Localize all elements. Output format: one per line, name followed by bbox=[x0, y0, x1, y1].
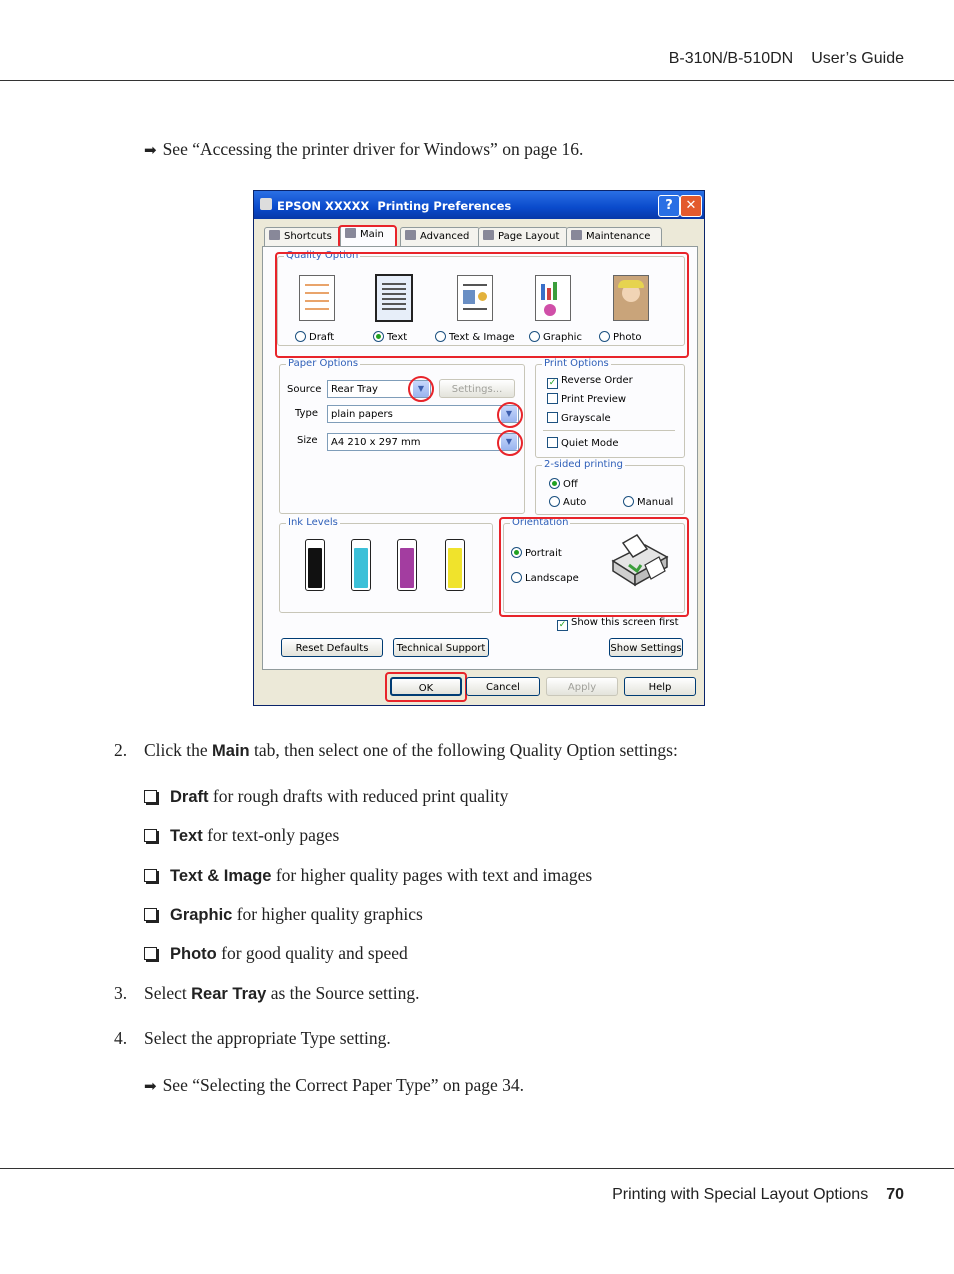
step-3-number: 3. bbox=[114, 983, 128, 1003]
size-chevron-down-icon[interactable]: ▼ bbox=[501, 434, 517, 450]
quiet-mode-label: Quiet Mode bbox=[561, 438, 619, 449]
two-sided-off-label: Off bbox=[563, 479, 578, 490]
graphic-radio-label: Graphic bbox=[543, 332, 582, 343]
step-2-number: 2. bbox=[114, 740, 128, 760]
type-label: Type bbox=[295, 408, 318, 419]
size-value: A4 210 x 297 mm bbox=[331, 437, 421, 448]
dialog-title-rest: Printing Preferences bbox=[377, 199, 512, 213]
step-2 bbox=[114, 739, 678, 762]
bullet-text-image bbox=[144, 864, 592, 887]
bullet-graphic bbox=[144, 903, 423, 926]
type-select[interactable] bbox=[327, 405, 519, 423]
checkbox-bullet-icon bbox=[144, 908, 157, 921]
tab-page-layout[interactable] bbox=[478, 227, 568, 246]
step-3 bbox=[114, 982, 419, 1005]
printing-preferences-dialog bbox=[253, 190, 705, 706]
technical-support-button[interactable]: Technical Support bbox=[393, 638, 489, 657]
help-button[interactable]: Help bbox=[624, 677, 696, 696]
tab-advanced-label: Advanced bbox=[420, 231, 470, 242]
paper-options-label: Paper Options bbox=[288, 358, 359, 369]
checkbox-bullet-icon bbox=[144, 869, 157, 882]
step-4-text: Select the appropriate Type setting. bbox=[144, 1028, 391, 1048]
ok-button[interactable]: OK bbox=[390, 677, 462, 696]
ink-magenta-fill bbox=[400, 548, 414, 588]
show-settings-button[interactable]: Show Settings bbox=[609, 638, 683, 657]
ink-levels-label: Ink Levels bbox=[288, 517, 338, 528]
header-guide: User’s Guide bbox=[811, 50, 904, 67]
two-sided-auto-radio[interactable] bbox=[549, 496, 586, 508]
text-radio[interactable] bbox=[373, 331, 407, 343]
printer-icon bbox=[260, 198, 272, 210]
grayscale-label: Grayscale bbox=[561, 413, 611, 424]
draft-radio-label: Draft bbox=[309, 332, 335, 343]
ink-yellow-fill bbox=[448, 548, 462, 588]
tab-page-layout-label: Page Layout bbox=[498, 231, 560, 242]
type-chevron-down-icon[interactable]: ▼ bbox=[501, 406, 517, 422]
step-3-pre: Select bbox=[144, 983, 192, 1003]
bullet-graphic-text: for higher quality graphics bbox=[232, 904, 423, 924]
bullet-text bbox=[144, 824, 339, 847]
source-label: Source bbox=[287, 384, 322, 395]
step-2-pre: Click the bbox=[144, 740, 213, 760]
draft-radio[interactable] bbox=[295, 331, 334, 343]
wrench-icon bbox=[571, 230, 582, 240]
type-value: plain papers bbox=[331, 409, 393, 420]
graphic-radio[interactable] bbox=[529, 331, 582, 343]
photo-radio-label: Photo bbox=[613, 332, 642, 343]
graphic-quality-icon bbox=[535, 275, 571, 321]
step-3-bold: Rear Tray bbox=[191, 985, 267, 1003]
step-3-post: as the Source setting. bbox=[266, 983, 420, 1003]
tab-advanced[interactable] bbox=[400, 227, 480, 246]
size-dropdown-highlight bbox=[497, 430, 523, 456]
tab-shortcuts-label: Shortcuts bbox=[284, 231, 332, 242]
tab-maintenance[interactable] bbox=[566, 227, 662, 246]
step-2-bold: Main bbox=[212, 742, 250, 760]
header-rule bbox=[0, 80, 954, 81]
checkbox-bullet-icon bbox=[144, 790, 157, 803]
source-chevron-down-icon[interactable]: ▼ bbox=[413, 381, 429, 397]
bullet-text-image-text: for higher quality pages with text and images bbox=[271, 865, 593, 885]
arrow-right-icon: ➡ bbox=[144, 1077, 157, 1095]
text-radio-label: Text bbox=[387, 332, 408, 343]
quality-option-label: Quality Option bbox=[286, 250, 359, 261]
show-screen-first-checkbox[interactable]: ✓ Show this screen first bbox=[558, 617, 679, 630]
two-sided-label: 2-sided printing bbox=[544, 459, 623, 470]
text-image-quality-icon bbox=[457, 275, 493, 321]
step-4 bbox=[114, 1027, 391, 1049]
ok-button-highlight bbox=[385, 672, 467, 702]
gear-icon bbox=[405, 230, 416, 240]
photo-quality-icon bbox=[613, 275, 649, 321]
dialog-titlebar bbox=[254, 191, 704, 219]
ink-cyan bbox=[351, 539, 371, 591]
type-dropdown-highlight bbox=[497, 402, 523, 428]
arrow-right-icon: ➡ bbox=[144, 141, 157, 159]
size-label: Size bbox=[297, 435, 318, 446]
printer-orientation-icon bbox=[607, 531, 671, 589]
step-2-post: tab, then select one of the following Quality Option settings: bbox=[249, 740, 678, 760]
bullet-draft-text: for rough drafts with reduced print quality bbox=[208, 786, 509, 806]
running-header bbox=[669, 50, 904, 68]
reference-bottom-text: See “Selecting the Correct Paper Type” on page 34. bbox=[162, 1075, 525, 1095]
print-options-label: Print Options bbox=[544, 358, 609, 369]
landscape-radio[interactable] bbox=[511, 572, 579, 584]
quiet-mode-checkbox[interactable] bbox=[547, 437, 619, 449]
reference-top-text: See “Accessing the printer driver for Windows” on page 16. bbox=[162, 139, 584, 159]
help-title-button[interactable]: ? bbox=[658, 195, 680, 217]
draft-quality-icon bbox=[299, 275, 335, 321]
ink-magenta bbox=[397, 539, 417, 591]
text-quality-icon bbox=[375, 274, 413, 322]
reference-bottom bbox=[144, 1074, 524, 1097]
show-screen-first-label: Show this screen first bbox=[571, 617, 679, 628]
checkbox-bullet-icon bbox=[144, 947, 157, 960]
dialog-title bbox=[277, 199, 511, 213]
two-sided-auto-label: Auto bbox=[563, 497, 587, 508]
bullet-graphic-bold: Graphic bbox=[170, 906, 233, 924]
footer-section: Printing with Special Layout Options bbox=[612, 1186, 869, 1203]
star-icon bbox=[269, 230, 280, 240]
reset-defaults-button[interactable]: Reset Defaults bbox=[281, 638, 383, 657]
running-footer bbox=[612, 1186, 904, 1204]
orientation-label: Orientation bbox=[512, 517, 569, 528]
settings-button[interactable]: Settings... bbox=[439, 379, 515, 398]
ink-black-fill bbox=[308, 548, 322, 588]
apply-button[interactable]: Apply bbox=[546, 677, 618, 696]
step-4-number: 4. bbox=[114, 1028, 128, 1048]
ink-cyan-fill bbox=[354, 548, 368, 588]
bullet-photo-bold: Photo bbox=[170, 945, 217, 963]
header-model: B-310N/B-510DN bbox=[668, 50, 794, 67]
bullet-draft-bold: Draft bbox=[170, 788, 209, 806]
bullet-photo-text: for good quality and speed bbox=[216, 943, 408, 963]
print-preview-label: Print Preview bbox=[561, 394, 627, 405]
reference-top bbox=[144, 138, 583, 161]
ink-yellow bbox=[445, 539, 465, 591]
source-value: Rear Tray bbox=[331, 384, 378, 395]
tab-main-label: Main bbox=[360, 229, 384, 240]
portrait-label: Portrait bbox=[525, 548, 562, 559]
size-select[interactable] bbox=[327, 433, 519, 451]
tab-shortcuts[interactable] bbox=[264, 227, 342, 246]
page-icon bbox=[483, 230, 494, 240]
text-image-radio-label: Text & Image bbox=[449, 332, 515, 343]
tab-maintenance-label: Maintenance bbox=[586, 231, 651, 242]
grayscale-checkbox[interactable] bbox=[547, 412, 611, 424]
footer-rule bbox=[0, 1168, 954, 1169]
reverse-order-label: Reverse Order bbox=[561, 375, 633, 386]
bullet-photo bbox=[144, 942, 408, 965]
photo-radio[interactable] bbox=[599, 331, 642, 343]
reverse-order-checkbox[interactable]: ✓ Reverse Order bbox=[548, 375, 633, 388]
two-sided-off-radio[interactable] bbox=[549, 478, 578, 490]
bullet-text-bold: Text bbox=[170, 827, 203, 845]
two-sided-manual-label: Manual bbox=[637, 497, 674, 508]
dialog-title-brand: EPSON XXXXX bbox=[277, 199, 370, 213]
two-sided-manual-radio[interactable] bbox=[623, 496, 673, 508]
close-title-button[interactable]: ✕ bbox=[680, 195, 702, 217]
bullet-draft bbox=[144, 785, 508, 808]
ink-black bbox=[305, 539, 325, 591]
portrait-radio[interactable] bbox=[511, 547, 562, 559]
checkbox-bullet-icon bbox=[144, 829, 157, 842]
source-dropdown-highlight bbox=[408, 376, 434, 402]
cancel-button[interactable]: Cancel bbox=[466, 677, 540, 696]
bullet-text-text: for text-only pages bbox=[202, 825, 340, 845]
text-image-radio[interactable] bbox=[435, 331, 515, 343]
page-number: 70 bbox=[886, 1186, 904, 1203]
landscape-label: Landscape bbox=[525, 573, 579, 584]
print-preview-checkbox[interactable] bbox=[547, 393, 626, 405]
main-tab-panel bbox=[262, 246, 698, 670]
bullet-text-image-bold: Text & Image bbox=[170, 867, 272, 885]
